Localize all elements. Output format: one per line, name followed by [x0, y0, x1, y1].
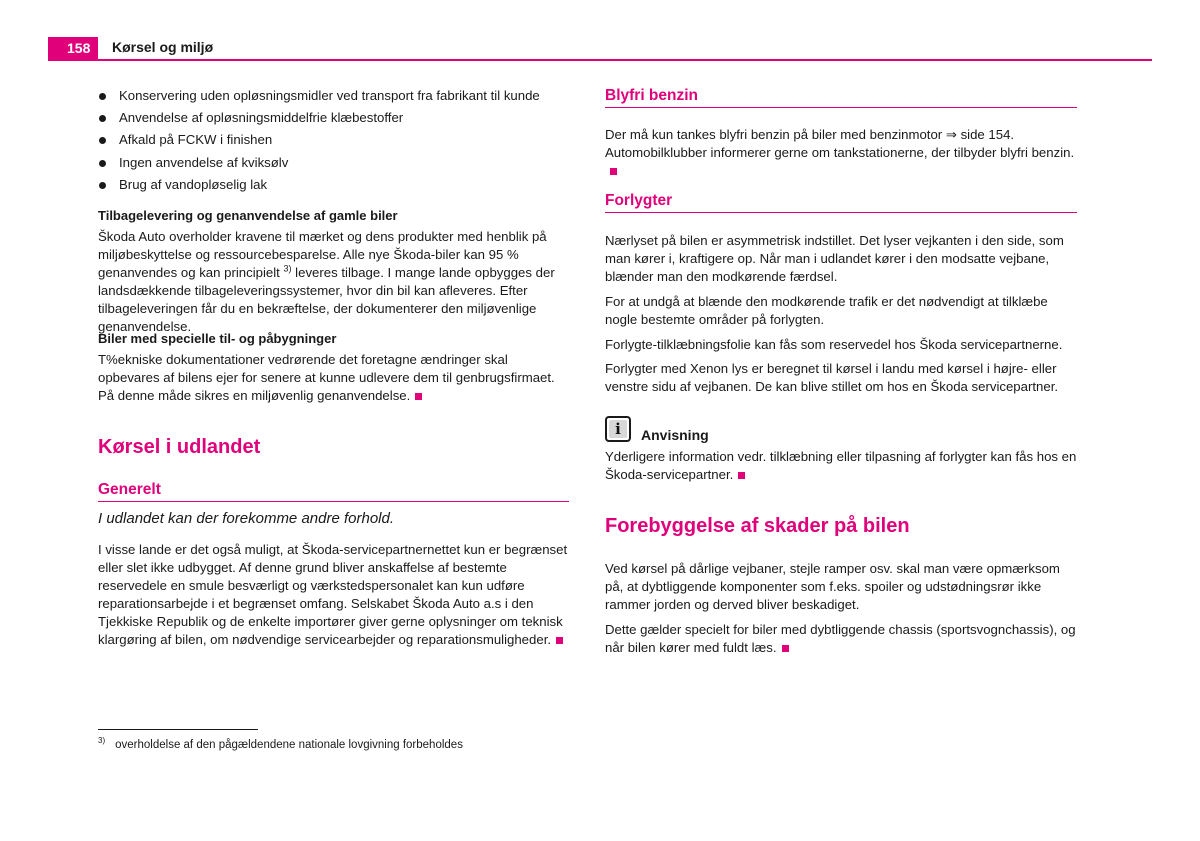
special-bodies-text: T%ekniske dokumentationer vedrørende det foretagne ændringer skal opbevares af bilens ejer for senere at kunne udlevere dem til genbrugsfirmaet. På denne måde sikres en miljøvenlig genanvendelse. — [98, 352, 555, 403]
generelt-paragraph — [98, 541, 569, 649]
recycling-paragraph — [98, 228, 569, 336]
blyfri-heading: Blyfri benzin — [605, 87, 1077, 108]
info-icon: i — [605, 416, 631, 442]
end-mark-icon — [415, 393, 422, 400]
recycling-text-b: leveres tilbage. I mange lande opbygges der landsdækkende tilbageleveringssystemer, hvor din bil kan afleveres. Efter tilbageleveringen får du en bekræftelse, der dokumenterer den miljøvenlige genanvendelse. — [98, 265, 555, 334]
end-mark-icon — [738, 472, 745, 479]
footnote — [98, 736, 463, 751]
blyfri-text-a: Der må kun tankes blyfri benzin på biler med benzinmotor — [605, 127, 946, 142]
forlygter-paragraph-2: For at undgå at blænde den modkørende trafik er det nødvendigt at tilklæbe nogle bestemte områder på forlygten. — [605, 294, 1048, 327]
generelt-lead: I udlandet kan der forekomme andre forhold. — [98, 510, 395, 527]
list-item: Afkald på FCKW i finishen — [98, 131, 569, 149]
forebyg-paragraph-2 — [605, 621, 1077, 657]
generelt-text: I visse lande er det også muligt, at Škoda-servicepartnernettet kun er begrænset eller slet ikke udbygget. Af denne grund bliver anskaffelse af bestemte reservedele en smule besværligt og værkstedspersonalet kan kun udføre reparationsarbejde i et begrænset omfang. Selskabet Škoda Auto a.s i den Tjekkiske Republik og de enkelte importører giver gerne oplysninger om teknisk klargøring af bilen, om nødvendige servicearbejder og reparationsmuligheder. — [98, 542, 568, 647]
note-box — [605, 416, 1077, 446]
forlygter-heading: Forlygter — [605, 192, 1077, 213]
running-title: Kørsel og miljø — [112, 39, 214, 55]
footnote-marker: 3) — [98, 736, 106, 746]
recycling-text-a: Škoda Auto overholder kravene til mærket og dens produkter med henblik på miljøbeskyttelse og ressourcebesparelse. Alle nye Škoda-biler kan 95 % genanvendes og kan principielt — [98, 229, 547, 280]
note-paragraph — [605, 448, 1077, 484]
list-item: Anvendelse af opløsningsmiddelfrie klæbestoffer — [98, 109, 569, 127]
special-bodies-paragraph — [98, 351, 569, 405]
end-mark-icon — [782, 645, 789, 652]
forlygter-paragraph-3: Forlygte-tilklæbningsfolie kan fås som reservedel hos Škoda servicepartnerne. — [605, 337, 1063, 352]
note-text: Yderligere information vedr. tilklæbning eller tilpasning af forlygter kan fås hos en Škoda-servicepartner. — [605, 449, 1077, 482]
list-item: Brug af vandopløselig lak — [98, 176, 569, 194]
footnote-ref: 3) — [283, 263, 292, 274]
blyfri-paragraph — [605, 126, 1077, 180]
bullet-list — [98, 87, 569, 198]
header-rule — [48, 59, 1152, 61]
list-item: Ingen anvendelse af kviksølv — [98, 154, 569, 172]
special-bodies-heading: Biler med specielle til- og påbygninger — [98, 331, 337, 346]
forlygter-paragraph-4: Forlygter med Xenon lys er beregnet til kørsel i landu med kørsel i højre- eller venstre sidu af vejbanen. De kan blive stillet om hos en Škoda servicepartner. — [605, 361, 1059, 394]
page-number: 158 — [48, 37, 98, 60]
section-title-abroad: Kørsel i udlandet — [98, 436, 261, 458]
blyfri-text-b: side 154. Automobilklubber informerer gerne om tankstationerne, der tilbyder blyfri benzin. — [605, 127, 1075, 160]
forebyg-text-2: Dette gælder specielt for biler med dybtliggende chassis (sportsvognchassis), og når bilen kører med fuldt læs. — [605, 622, 1076, 655]
section-title-prevention: Forebyggelse af skader på bilen — [605, 515, 910, 537]
end-mark-icon — [556, 637, 563, 644]
list-item: Konservering uden opløsningsmidler ved transport fra fabrikant til kunde — [98, 87, 569, 105]
arrow-icon: ⇒ — [945, 127, 957, 142]
forlygter-paragraph-1: Nærlyset på bilen er asymmetrisk indstillet. Det lyser vejkanten i den side, som man kører i, kraftigere op. Når man i udlandet kører i den modsatte vejbane, blænder man den modkørende færdsel. — [605, 233, 1064, 284]
footnote-rule — [98, 729, 258, 730]
end-mark-icon — [610, 168, 617, 175]
recycling-heading: Tilbagelevering og genanvendelse af gamle biler — [98, 208, 398, 223]
forebyg-paragraph-1: Ved kørsel på dårlige vejbaner, stejle ramper osv. skal man være opmærksom på, at dybtliggende komponenter som f.eks. spoiler og udstødningsrør ikke rammer jorden og derved bliver beskadiget. — [605, 561, 1060, 612]
generelt-heading: Generelt — [98, 481, 569, 502]
footnote-text: overholdelse af den pågældendene nationale lovgivning forbeholdes — [115, 739, 463, 751]
note-title: Anvisning — [641, 427, 709, 443]
